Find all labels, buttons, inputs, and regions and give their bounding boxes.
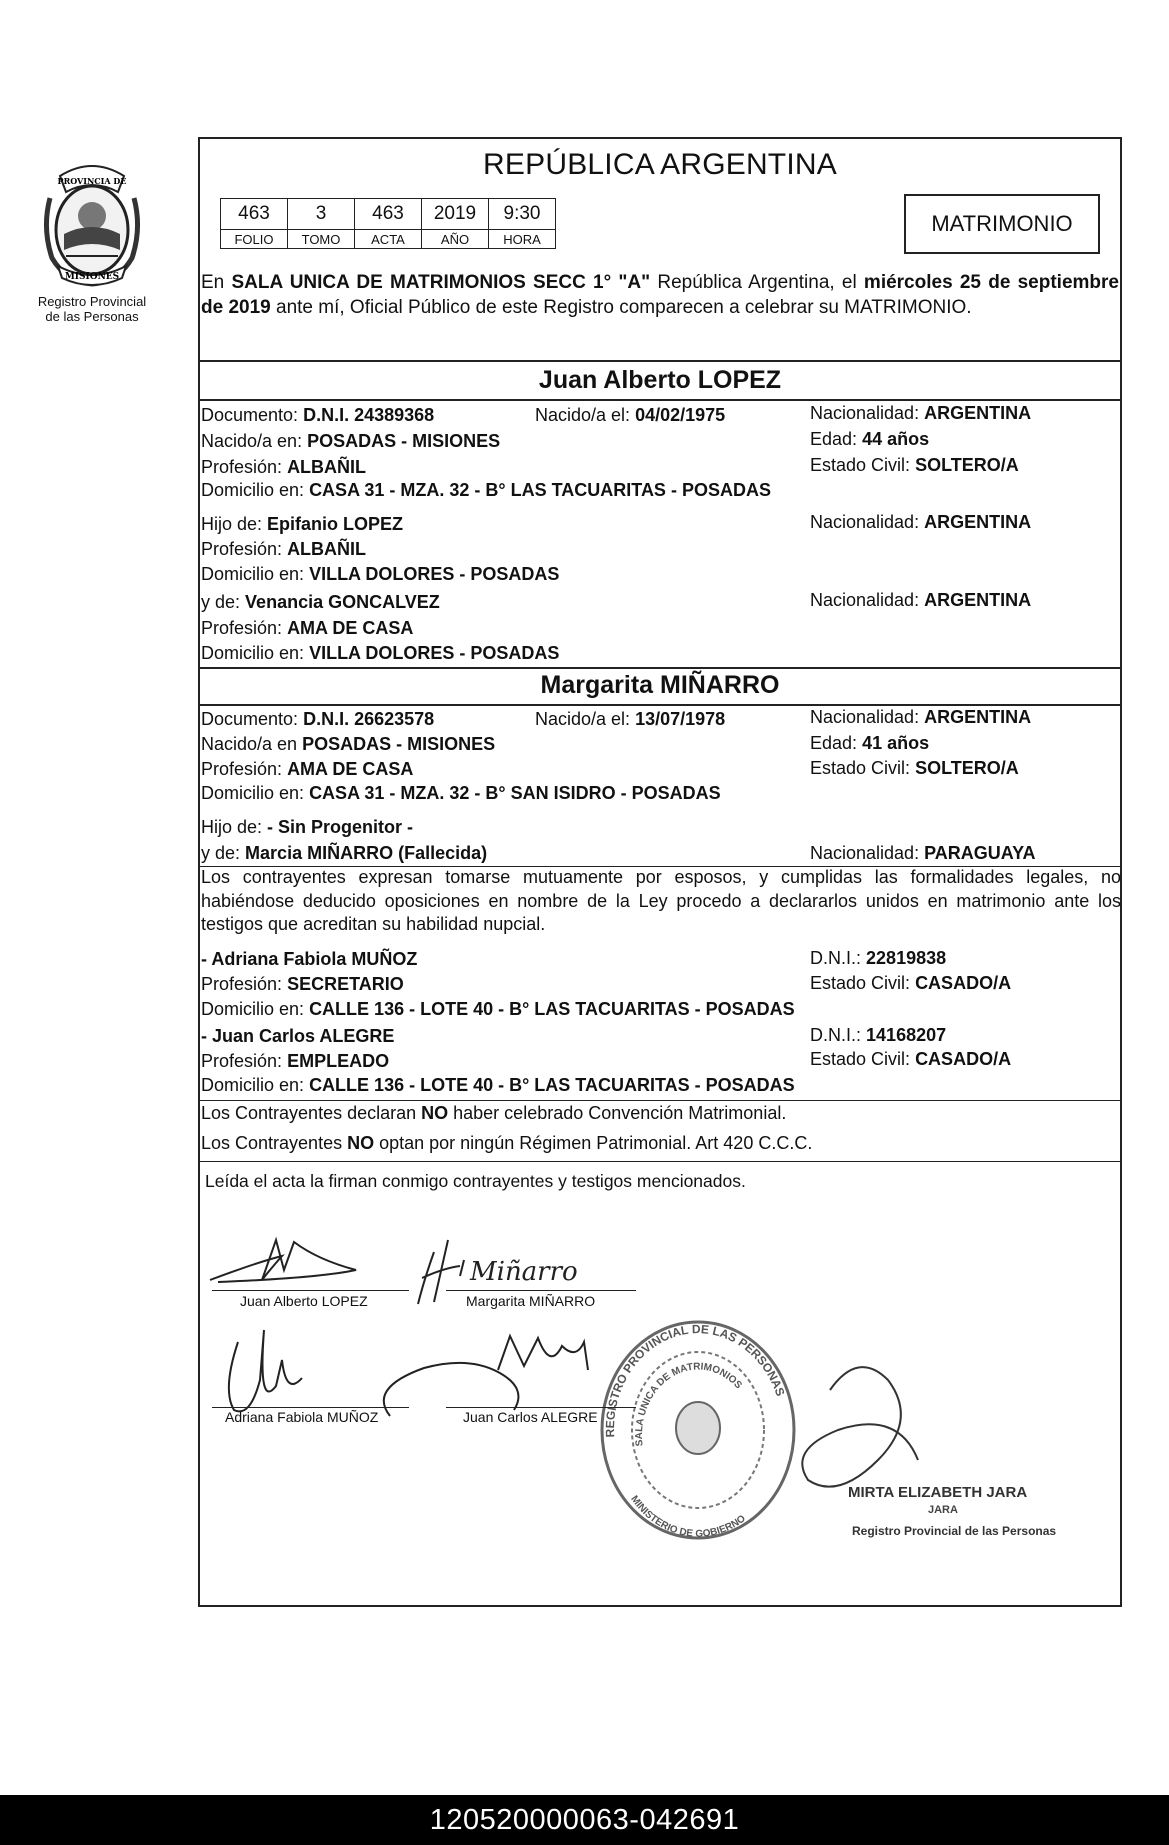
witness2-profesion: Profesión: EMPLEADO <box>201 1051 390 1071</box>
groom-domicilio: Domicilio en: CASA 31 - MZA. 32 - B° LAS TACUARITAS - POSADAS <box>201 480 771 500</box>
official-office: Registro Provincial de las Personas <box>852 1524 1057 1538</box>
witness2-domicilio: Domicilio en: CALLE 136 - LOTE 40 - B° LAS TACUARITAS - POSADAS <box>201 1075 795 1095</box>
bride-signature-caption: Margarita MIÑARRO <box>466 1293 596 1309</box>
witness2-estado-civil: Estado Civil: CASADO/A <box>810 1049 1012 1069</box>
groom-documento: Documento: D.N.I. 24389368 <box>201 405 435 425</box>
registry-logo <box>24 158 160 324</box>
stamp-inner-text: SALA UNICA DE MATRIMONIOS <box>633 1361 744 1447</box>
acta-label: ACTA <box>355 230 422 249</box>
groom-estado-civil: Estado Civil: SOLTERO/A <box>810 455 1019 475</box>
witness2-dni: D.N.I.: 14168207 <box>810 1025 947 1045</box>
svg-text:MISIONES: MISIONES <box>64 272 120 282</box>
hora-label: HORA <box>489 230 556 249</box>
divider <box>198 1161 1122 1162</box>
bride-signature-mark <box>418 1240 464 1304</box>
witness1-signature-mark <box>229 1330 302 1411</box>
record-id-table <box>220 198 556 249</box>
bride-nacido-en: Nacido/a en POSADAS - MISIONES <box>201 734 496 754</box>
groom-mother: y de: Venancia GONCALVEZ <box>201 592 440 612</box>
intro-paragraph: En SALA UNICA DE MATRIMONIOS SECC 1° "A" República Argentina, el miércoles 25 de septiembre de 2019 ante mí, Oficial Público de este Registro comparecen a celebrar su MATRIMONIO. <box>201 272 1119 318</box>
groom-father: Hijo de: Epifanio LOPEZ <box>201 514 404 534</box>
document-code-bar: 120520000063-042691 <box>0 1795 1169 1845</box>
bride-handwriting: Miñarro <box>470 1257 578 1287</box>
divider <box>198 1100 1122 1101</box>
groom-signature-mark <box>210 1240 356 1282</box>
witness1-dni: D.N.I.: 22819838 <box>810 948 947 968</box>
registry-stamp-icon <box>602 1322 794 1540</box>
bride-nacionalidad: Nacionalidad: ARGENTINA <box>810 707 1032 727</box>
bride-documento: Documento: D.N.I. 26623578 <box>201 709 435 729</box>
divider <box>198 360 1122 362</box>
record-type-box: MATRIMONIO <box>904 194 1100 254</box>
stamp-bottom-text: MINISTERIO DE GOBIERNO <box>628 1493 748 1540</box>
official-signature-mark <box>802 1367 918 1487</box>
groom-edad: Edad: 44 años <box>810 429 930 449</box>
bride-father: Hijo de: - Sin Progenitor - <box>201 817 414 837</box>
witness1-estado-civil: Estado Civil: CASADO/A <box>810 973 1012 993</box>
groom-mother-nacionalidad: Nacionalidad: ARGENTINA <box>810 590 1032 610</box>
witness1-name: - Adriana Fabiola MUÑOZ <box>201 949 418 969</box>
logo-caption: Registro Provincial de las Personas <box>37 294 147 324</box>
groom-father-nacionalidad: Nacionalidad: ARGENTINA <box>810 512 1032 532</box>
groom-signature-line <box>212 1290 409 1291</box>
bride-nacido-el: Nacido/a el: 13/07/1978 <box>535 709 726 729</box>
official-name: MIRTA ELIZABETH JARA <box>848 1484 1028 1501</box>
bride-mother: y de: Marcia MIÑARRO (Fallecida) <box>201 843 488 863</box>
folio-value: 463 <box>221 199 288 230</box>
official-surname: JARA <box>928 1504 958 1516</box>
folio-label: FOLIO <box>221 230 288 249</box>
witness1-signature-line <box>212 1407 409 1408</box>
acta-value: 463 <box>355 199 422 230</box>
groom-signature-caption: Juan Alberto LOPEZ <box>240 1293 368 1309</box>
convention-line-2: Los Contrayentes NO optan por ningún Régimen Patrimonial. Art 420 C.C.C. <box>201 1133 813 1153</box>
hora-value: 9:30 <box>489 199 556 230</box>
witness2-signature-mark <box>384 1336 588 1416</box>
divider <box>198 399 1122 401</box>
bride-edad: Edad: 41 años <box>810 733 930 753</box>
bride-domicilio: Domicilio en: CASA 31 - MZA. 32 - B° SAN ISIDRO - POSADAS <box>201 783 721 803</box>
anio-value: 2019 <box>422 199 489 230</box>
tomo-label: TOMO <box>288 230 355 249</box>
svg-text:PROVINCIA DE: PROVINCIA DE <box>57 176 127 186</box>
page-title: REPÚBLICA ARGENTINA <box>483 148 837 181</box>
witness1-domicilio: Domicilio en: CALLE 136 - LOTE 40 - B° LAS TACUARITAS - POSADAS <box>201 999 795 1019</box>
witness2-name: - Juan Carlos ALEGRE <box>201 1026 395 1046</box>
convention-line-1: Los Contrayentes declaran NO haber celebrado Convención Matrimonial. <box>201 1103 787 1123</box>
divider <box>198 667 1122 669</box>
groom-nacido-el: Nacido/a el: 04/02/1975 <box>535 405 726 425</box>
bride-mother-nacionalidad: Nacionalidad: PARAGUAYA <box>810 843 1036 863</box>
witness2-signature-line <box>446 1407 636 1408</box>
bride-estado-civil: Estado Civil: SOLTERO/A <box>810 758 1019 778</box>
groom-father-profesion: Profesión: ALBAÑIL <box>201 539 367 559</box>
bride-signature-line <box>446 1290 636 1291</box>
closing-text: Leída el acta la firman conmigo contrayentes y testigos mencionados. <box>205 1171 746 1191</box>
witness2-signature-caption: Juan Carlos ALEGRE <box>463 1409 598 1425</box>
declaration-text: Los contrayentes expresan tomarse mutuamente por esposos, y cumplidas las formalidades legales, no habiéndose deducido oposiciones en nombre de la Ley procedo a declararlos unidos en matrimonio ante los testigos que acreditan su habilidad nupcial. <box>201 867 1121 934</box>
bride-name: Margarita MIÑARRO <box>540 671 780 699</box>
tomo-value: 3 <box>288 199 355 230</box>
province-seal-icon <box>36 158 148 288</box>
stamp-outer-text: REGISTRO PROVINCIAL DE LAS PERSONAS <box>602 1322 788 1438</box>
groom-profesion: Profesión: ALBAÑIL <box>201 457 367 477</box>
witness1-signature-caption: Adriana Fabiola MUÑOZ <box>225 1409 379 1425</box>
groom-mother-profesion: Profesión: AMA DE CASA <box>201 618 414 638</box>
bride-profesion: Profesión: AMA DE CASA <box>201 759 414 779</box>
anio-label: AÑO <box>422 230 489 249</box>
groom-nacionalidad: Nacionalidad: ARGENTINA <box>810 403 1032 423</box>
groom-mother-domicilio: Domicilio en: VILLA DOLORES - POSADAS <box>201 643 560 663</box>
groom-father-domicilio: Domicilio en: VILLA DOLORES - POSADAS <box>201 564 560 584</box>
groom-nacido-en: Nacido/a en: POSADAS - MISIONES <box>201 431 501 451</box>
groom-name: Juan Alberto LOPEZ <box>538 366 782 394</box>
witness1-profesion: Profesión: SECRETARIO <box>201 974 404 994</box>
